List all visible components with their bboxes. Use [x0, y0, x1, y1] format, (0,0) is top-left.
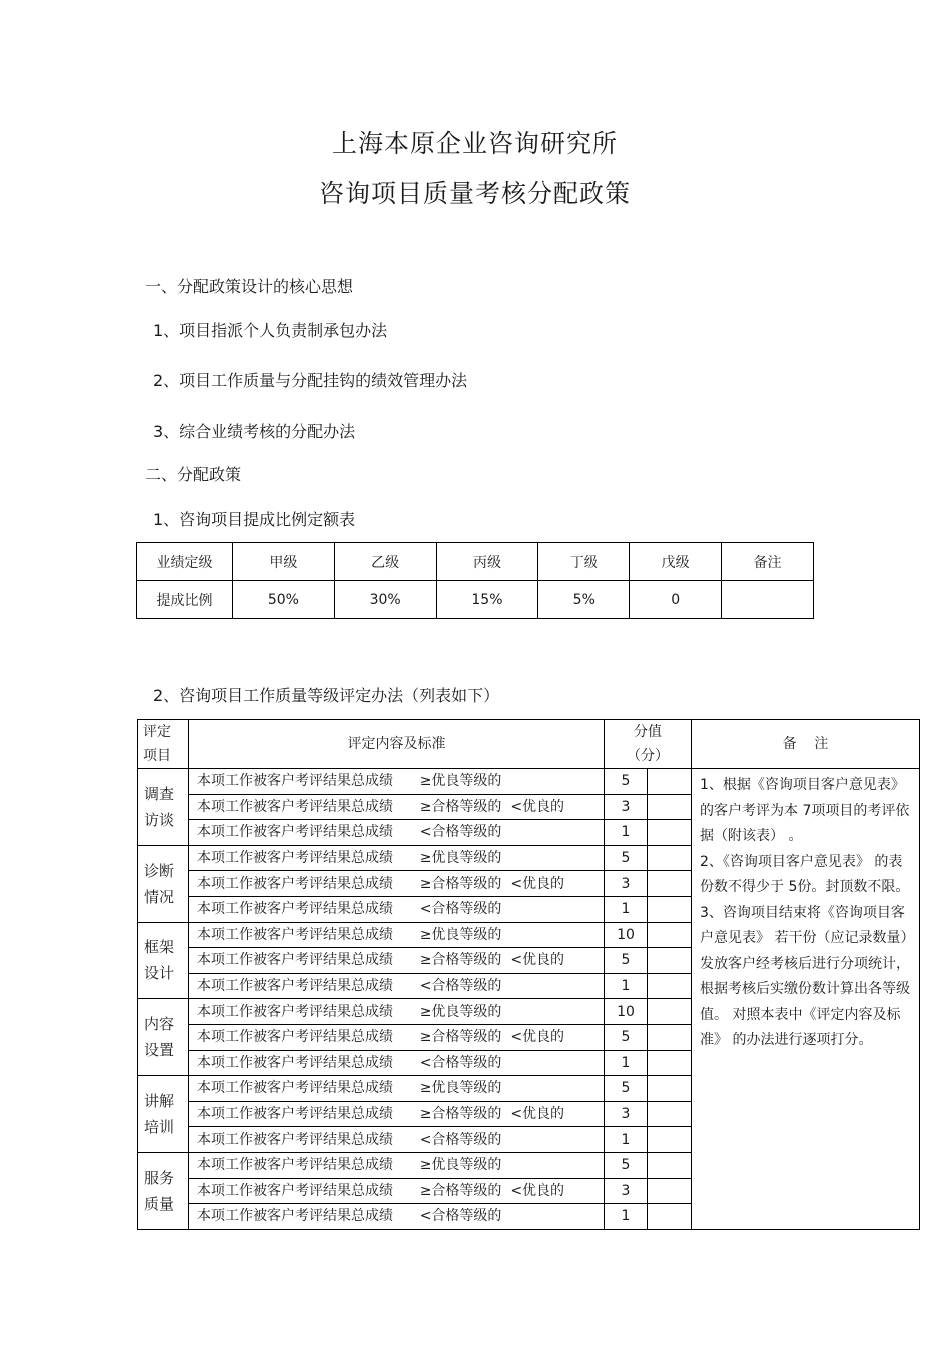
- table-cell: 5%: [538, 581, 630, 619]
- score-cell: 1: [605, 1204, 648, 1230]
- doc-title: 咨询项目质量考核分配政策: [318, 179, 631, 208]
- score-cell: 5: [605, 1076, 648, 1102]
- criteria-cell: 本项工作被客户考评结果总成绩 ≥合格等级的 <优良的: [189, 1178, 605, 1204]
- empty-cell: [648, 1101, 692, 1127]
- empty-cell: [648, 1127, 692, 1153]
- category-label-line1: 框架: [144, 938, 175, 957]
- header-item-line2: 项目: [143, 748, 171, 764]
- empty-cell: [648, 871, 692, 897]
- header-content-cell: 评定内容及标准: [189, 720, 605, 769]
- table-row: [138, 769, 920, 795]
- section-1-item-2: 2、项目工作质量与分配挂钩的绩效管理办法: [153, 371, 468, 390]
- quality-evaluation-table: [137, 719, 920, 1230]
- section-1-item-1: 1、项目指派个人负责制承包办法: [153, 321, 388, 340]
- criteria-cell: 本项工作被客户考评结果总成绩 ≥优良等级的: [189, 845, 605, 871]
- score-cell: 3: [605, 1178, 648, 1204]
- section-1-item-3: 3、综合业绩考核的分配办法: [153, 422, 356, 441]
- note-paragraph: 3、咨询项目结束将《咨询项目客户意见表》 若干份（应记录数量）发放客户经考核后进行分项统计， 根据考核后实缴份数计算出各等级值。 对照本表中《评定内容及标准》 的办法进行逐项打分。: [700, 904, 910, 1048]
- score-cell: 1: [605, 1050, 648, 1076]
- category-label-line1: 内容: [144, 1015, 175, 1034]
- header-cell: 戊级: [630, 543, 722, 581]
- criteria-cell: 本项工作被客户考评结果总成绩 <合格等级的: [189, 896, 605, 922]
- empty-cell: [648, 1024, 692, 1050]
- category-cell: [138, 1152, 189, 1229]
- category-cell: [138, 1076, 189, 1153]
- category-cell: [138, 922, 189, 999]
- table-cell: 30%: [334, 581, 436, 619]
- commission-quota-table: [136, 542, 814, 619]
- section-2-item-1: 1、咨询项目提成比例定额表: [153, 510, 356, 529]
- score-cell: 5: [605, 769, 648, 795]
- table-header-row: [137, 543, 814, 581]
- category-label-line2: 培训: [144, 1118, 175, 1137]
- criteria-cell: 本项工作被客户考评结果总成绩 <合格等级的: [189, 1204, 605, 1230]
- criteria-cell: 本项工作被客户考评结果总成绩 ≥合格等级的 <优良的: [189, 948, 605, 974]
- score-cell: 5: [605, 948, 648, 974]
- header-item-line1: 评定: [143, 724, 171, 740]
- empty-cell: [648, 1050, 692, 1076]
- header-cell: 业绩定级: [137, 543, 233, 581]
- header-notes-cell: 备 注: [692, 720, 920, 769]
- note-paragraph: 1、根据《咨询项目客户意见表》的客户考评为本 7项项目的考评依据（附该表） 。: [700, 777, 910, 844]
- criteria-cell: 本项工作被客户考评结果总成绩 ≥合格等级的 <优良的: [189, 1024, 605, 1050]
- header-cell: 甲级: [233, 543, 335, 581]
- criteria-cell: 本项工作被客户考评结果总成绩 ≥合格等级的 <优良的: [189, 1101, 605, 1127]
- score-cell: 3: [605, 871, 648, 897]
- header-cell: 乙级: [334, 543, 436, 581]
- score-cell: 5: [605, 1152, 648, 1178]
- criteria-cell: 本项工作被客户考评结果总成绩 <合格等级的: [189, 1127, 605, 1153]
- score-cell: 1: [605, 1127, 648, 1153]
- criteria-cell: 本项工作被客户考评结果总成绩 ≥优良等级的: [189, 999, 605, 1025]
- note-paragraph: 2、《咨询项目客户意见表》 的表份数不得少于 5份。封顶数不限。: [700, 853, 910, 895]
- header-score-cell: [605, 720, 692, 769]
- criteria-cell: 本项工作被客户考评结果总成绩 ≥优良等级的: [189, 1152, 605, 1178]
- empty-cell: [648, 999, 692, 1025]
- table-row: [137, 581, 814, 619]
- score-cell: 1: [605, 820, 648, 846]
- criteria-cell: 本项工作被客户考评结果总成绩 ≥合格等级的 <优良的: [189, 794, 605, 820]
- empty-cell: [648, 845, 692, 871]
- empty-cell: [648, 1204, 692, 1230]
- category-cell: [138, 845, 189, 922]
- header-cell: 丙级: [436, 543, 538, 581]
- category-label-line1: 服务: [144, 1168, 175, 1187]
- category-label-line2: 设置: [144, 1041, 175, 1060]
- section-2-item-2: 2、咨询项目工作质量等级评定办法（列表如下）: [153, 686, 500, 705]
- empty-cell: [648, 948, 692, 974]
- score-cell: 3: [605, 794, 648, 820]
- criteria-cell: 本项工作被客户考评结果总成绩 <合格等级的: [189, 820, 605, 846]
- category-label-line1: 诊断: [144, 861, 175, 880]
- score-cell: 5: [605, 1024, 648, 1050]
- table-header-row: [138, 720, 920, 769]
- empty-cell: [648, 769, 692, 795]
- criteria-cell: 本项工作被客户考评结果总成绩 ≥优良等级的: [189, 922, 605, 948]
- empty-cell: [648, 922, 692, 948]
- table-cell: 50%: [233, 581, 335, 619]
- score-cell: 1: [605, 973, 648, 999]
- empty-cell: [648, 973, 692, 999]
- criteria-cell: 本项工作被客户考评结果总成绩 ≥优良等级的: [189, 769, 605, 795]
- category-cell: [138, 999, 189, 1076]
- table-cell: [722, 581, 814, 619]
- empty-cell: [648, 1152, 692, 1178]
- header-cell: 丁级: [538, 543, 630, 581]
- score-cell: 5: [605, 845, 648, 871]
- section-heading-2: 二、分配政策: [145, 465, 242, 484]
- score-cell: 1: [605, 896, 648, 922]
- criteria-cell: 本项工作被客户考评结果总成绩 <合格等级的: [189, 973, 605, 999]
- criteria-cell: 本项工作被客户考评结果总成绩 ≥优良等级的: [189, 1076, 605, 1102]
- score-cell: 3: [605, 1101, 648, 1127]
- category-label-line2: 情况: [144, 887, 175, 906]
- notes-cell: [692, 769, 920, 1230]
- header-score-line1: 分值: [634, 724, 662, 740]
- empty-cell: [648, 1076, 692, 1102]
- header-item-cell: [138, 720, 189, 769]
- org-title: 上海本原企业咨询研究所: [331, 129, 618, 158]
- category-label-line2: 访谈: [144, 810, 175, 829]
- empty-cell: [648, 820, 692, 846]
- header-score-line2: （分）: [627, 748, 669, 764]
- empty-cell: [648, 896, 692, 922]
- header-cell: 备注: [722, 543, 814, 581]
- table-cell: 15%: [436, 581, 538, 619]
- category-label-line1: 讲解: [144, 1092, 175, 1111]
- empty-cell: [648, 1178, 692, 1204]
- score-cell: 10: [605, 922, 648, 948]
- section-heading-1: 一、分配政策设计的核心思想: [145, 277, 354, 296]
- score-cell: 10: [605, 999, 648, 1025]
- category-label-line2: 设计: [144, 964, 175, 983]
- table-cell: 0: [630, 581, 722, 619]
- criteria-cell: 本项工作被客户考评结果总成绩 ≥合格等级的 <优良的: [189, 871, 605, 897]
- category-cell: [138, 769, 189, 846]
- criteria-cell: 本项工作被客户考评结果总成绩 <合格等级的: [189, 1050, 605, 1076]
- category-label-line1: 调查: [144, 784, 175, 803]
- table-cell: 提成比例: [137, 581, 233, 619]
- category-label-line2: 质量: [144, 1194, 175, 1213]
- empty-cell: [648, 794, 692, 820]
